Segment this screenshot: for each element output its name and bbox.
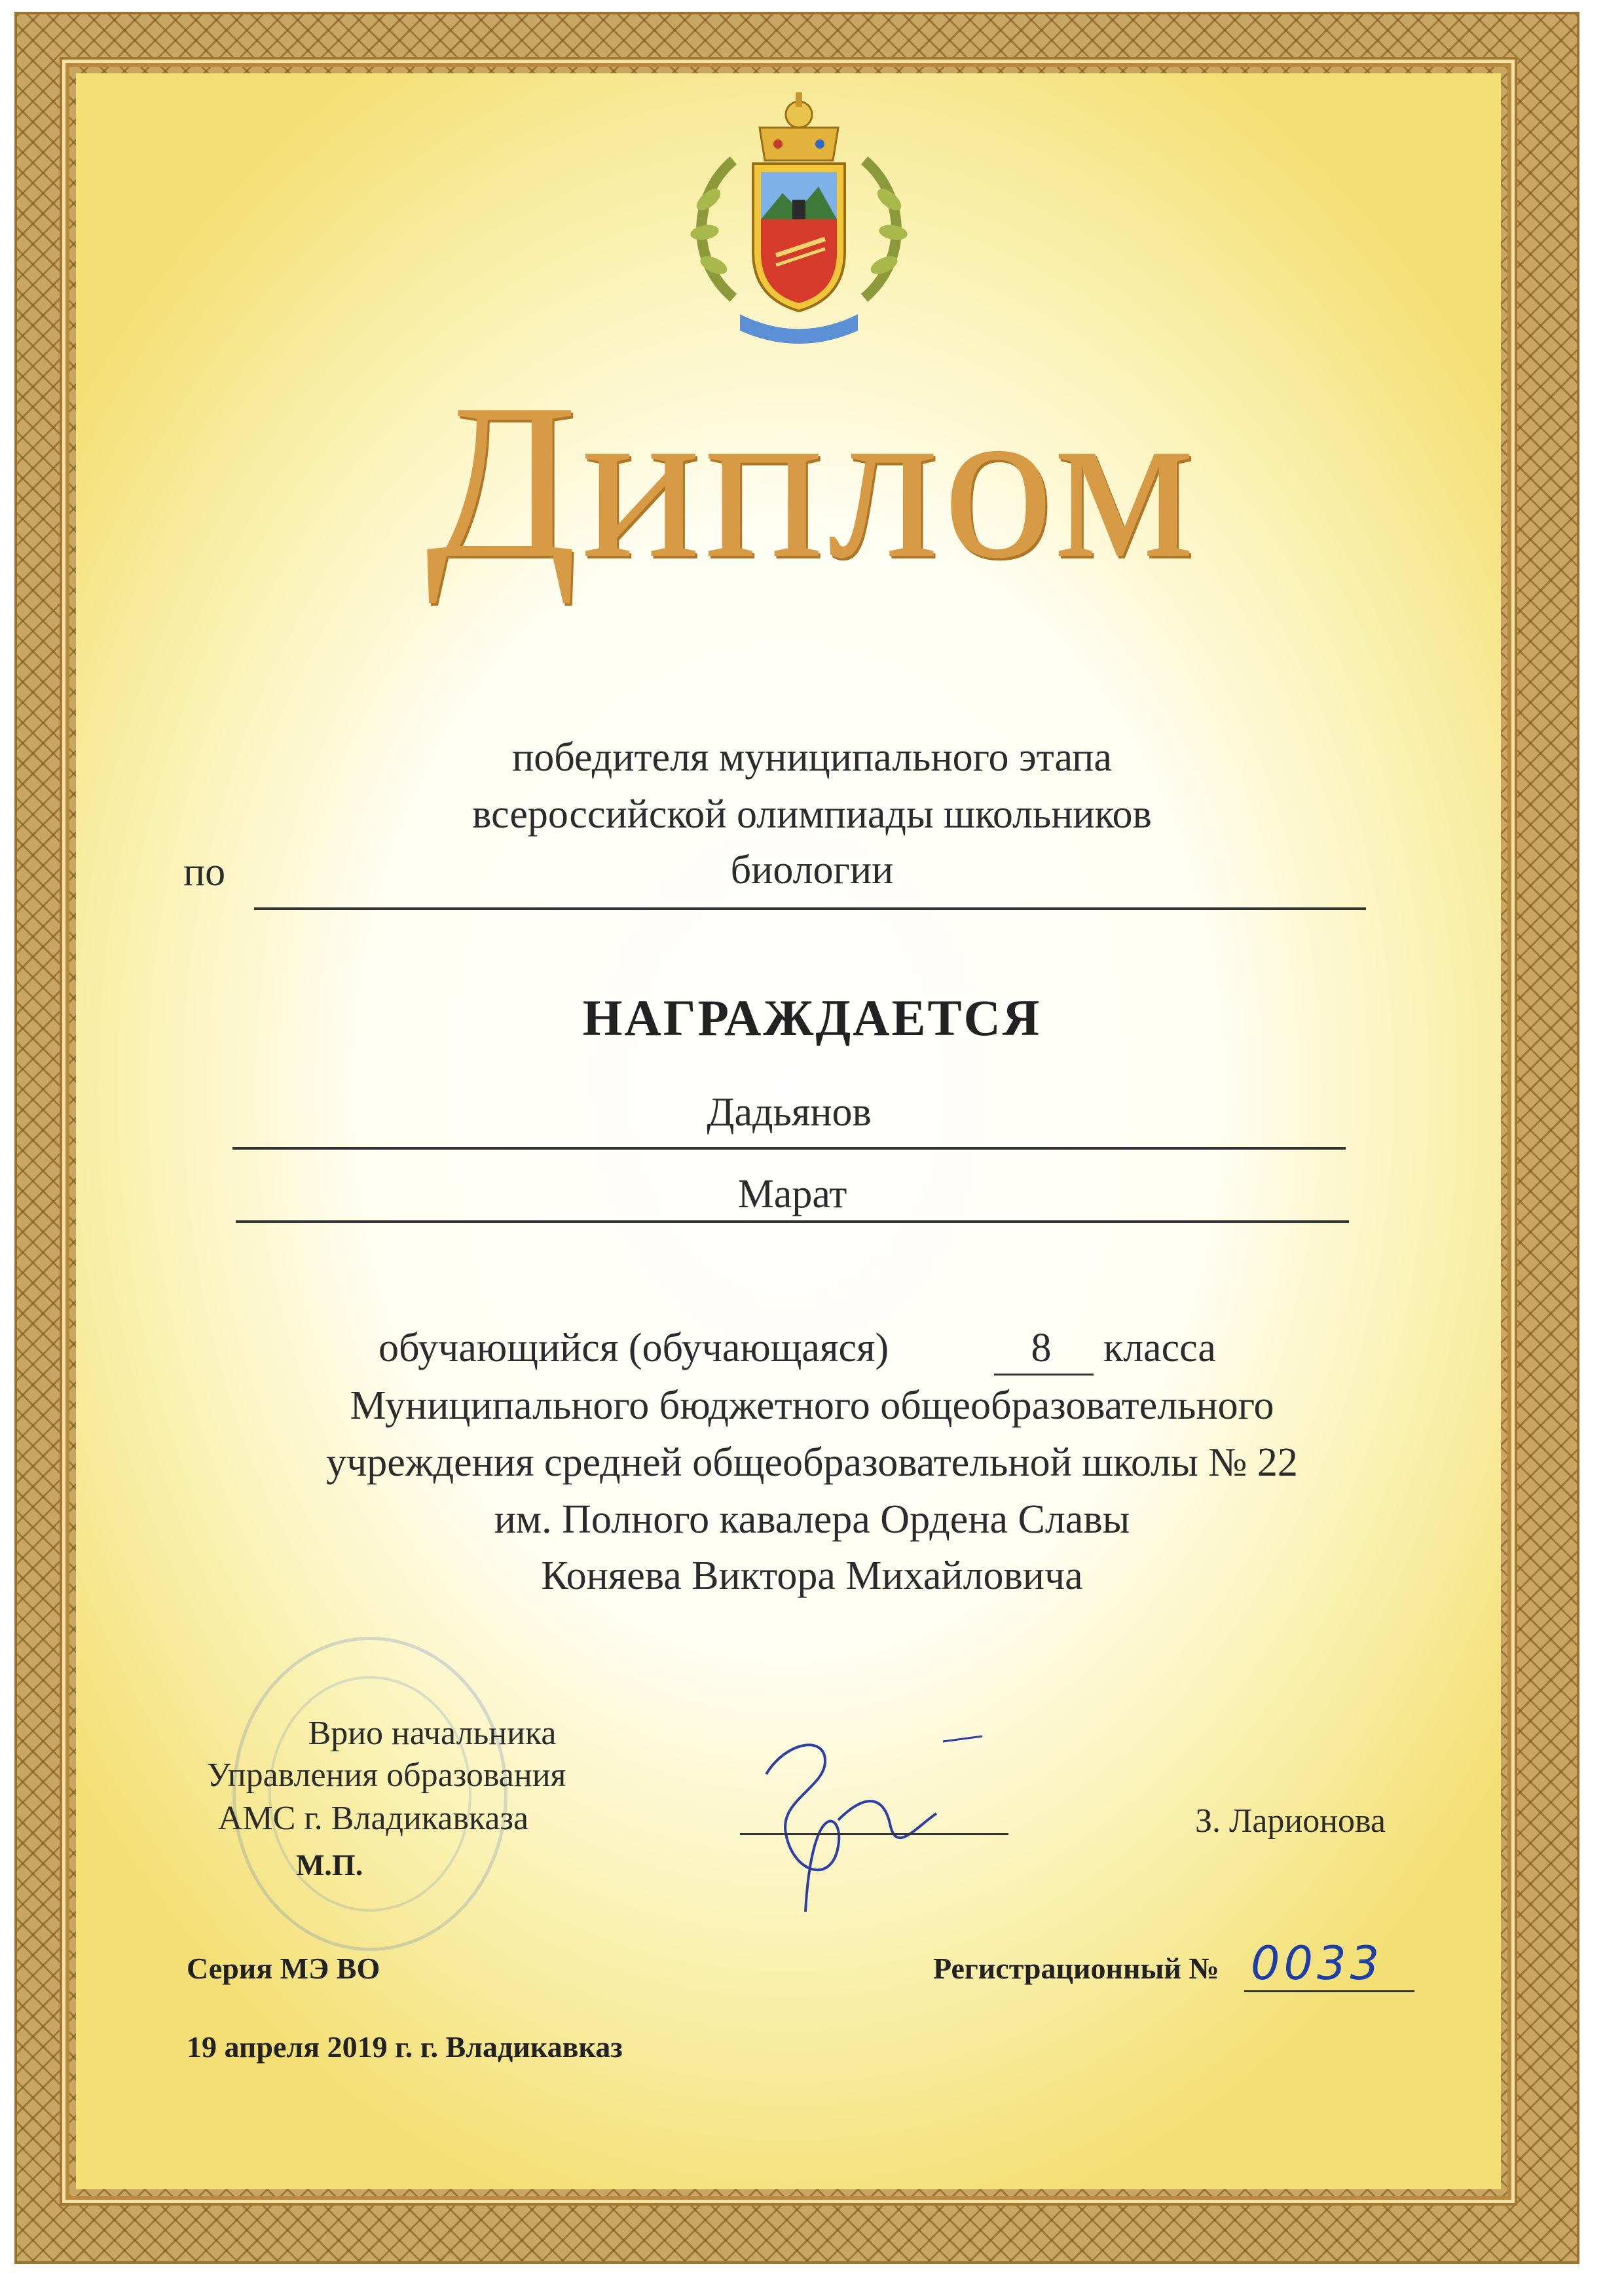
first-name-underline xyxy=(236,1220,1349,1223)
subject: биологии xyxy=(730,848,894,892)
date-place: 19 апреля 2019 г. г. Владикавказ xyxy=(187,2030,623,2064)
school-line-2: учреждения средней общеобразовательной школы № 22 xyxy=(326,1440,1298,1485)
signatory-title-3: АМС г. Владикавказа xyxy=(217,1800,529,1837)
coat-of-arms-icon xyxy=(661,88,936,376)
subject-prefix: по xyxy=(183,850,226,894)
winner-line-2: всероссийской олимпиады школьников xyxy=(472,792,1152,837)
school-line-1: Муниципального бюджетного общеобразовательного xyxy=(350,1383,1274,1428)
registration-underline xyxy=(1244,1990,1414,1992)
signature-icon xyxy=(740,1715,1002,1925)
school-line-4: Коняева Виктора Михайловича xyxy=(541,1554,1083,1598)
student-prefix: обучающийся (обучающаяся) xyxy=(378,1326,889,1370)
stamp-label: М.П. xyxy=(296,1848,363,1882)
winner-line-1: победителя муниципального этапа xyxy=(512,735,1112,780)
diploma-title: Диплом xyxy=(425,357,1199,604)
signature-line xyxy=(740,1833,1008,1835)
series-label: Серия МЭ ВО xyxy=(187,1952,380,1985)
signatory-title-2: Управления образования xyxy=(206,1757,566,1794)
grade-suffix: класса xyxy=(1103,1326,1216,1370)
student-surname: Дадьянов xyxy=(707,1090,872,1135)
subject-underline xyxy=(254,907,1366,910)
awarded-heading: НАГРАЖДАЕТСЯ xyxy=(582,989,1042,1046)
school-line-3: им. Полного кавалера Ордена Славы xyxy=(494,1497,1130,1542)
grade-underline xyxy=(994,1374,1094,1376)
registration-label: Регистрационный № xyxy=(933,1952,1219,1985)
signatory-name: З. Ларионова xyxy=(1195,1802,1386,1840)
surname-underline xyxy=(232,1147,1346,1150)
registration-number: 0033 xyxy=(1251,1937,1384,1990)
signatory-title-1: Врио начальника xyxy=(308,1715,557,1752)
student-first-name: Марат xyxy=(737,1172,847,1216)
grade-number: 8 xyxy=(1031,1326,1052,1370)
